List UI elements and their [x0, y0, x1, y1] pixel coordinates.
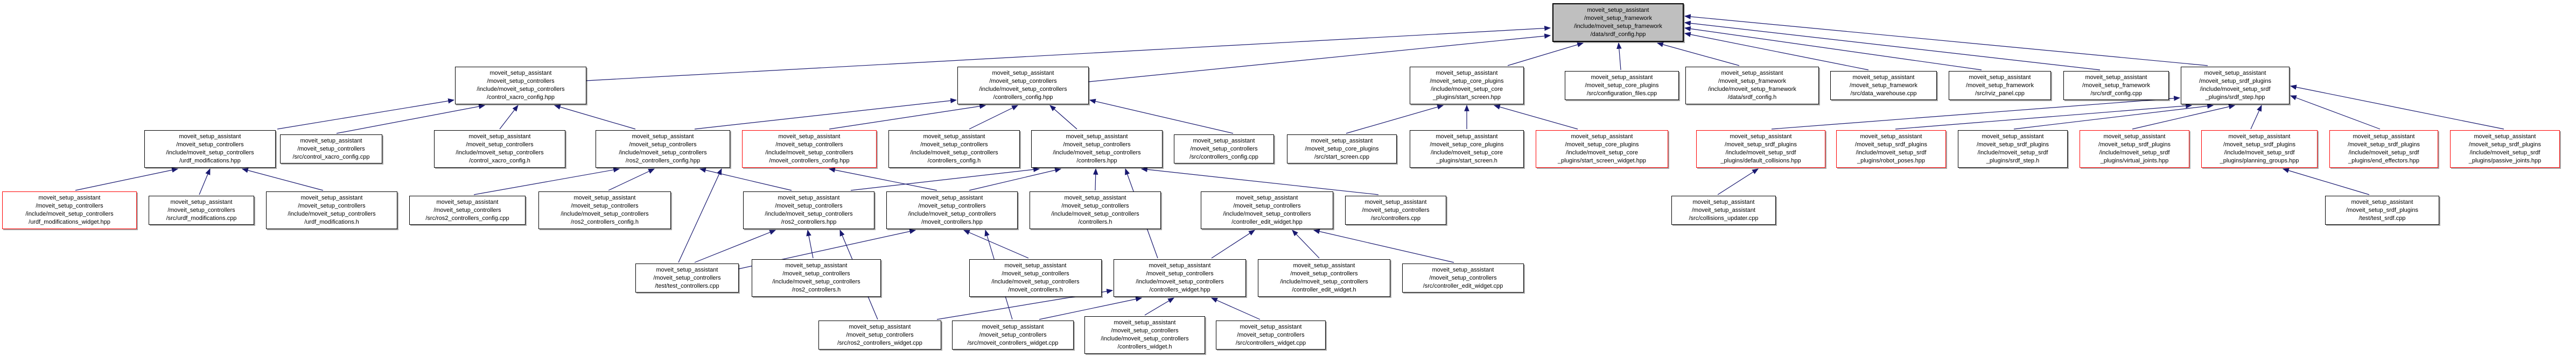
include-edge-dc_hpp-to-ssh_hpp — [1772, 98, 2180, 129]
graph-node-label-line: _plugins/start_screen.h — [1436, 158, 1497, 164]
graph-node-label-line: /moveit_setup_controllers — [782, 271, 850, 277]
graph-node-label-line: moveit_setup_assistant — [1730, 133, 1792, 140]
graph-node-label-line: /control_xacro_config.h — [469, 158, 530, 164]
graph-node-label-line: /include/moveit_setup_controllers — [765, 150, 853, 156]
graph-node-label-line: /moveit_setup_core_plugins — [1430, 78, 1504, 84]
graph-node-label-line: moveit_setup_assistant — [170, 198, 233, 205]
graph-node-label-line: /include/moveit_setup_framework — [1574, 23, 1662, 30]
graph-node-label-line: /include/moveit_setup_controllers — [1051, 211, 1139, 217]
graph-node-label-line: moveit_setup_assistant — [573, 195, 636, 201]
graph-node-label-line: /moveit_setup_core_plugins — [1430, 141, 1504, 148]
graph-node-label-line: /urdf_modifications.h — [304, 219, 359, 225]
graph-node-label-line: /src/controllers_config.cpp — [1189, 153, 1258, 160]
graph-node-label-line: /moveit_setup_srdf_plugins — [1855, 141, 1927, 148]
include-edge-ts_cpp-to-pg_hpp — [2283, 169, 2369, 195]
graph-node-label-line: /include/moveit_setup_srdf — [2224, 150, 2295, 156]
graph-node-label-line: /controllers_config.hpp — [993, 94, 1053, 101]
graph-node-label-line: /moveit_setup_srdf_plugins — [2199, 78, 2271, 84]
graph-node-label-line: /moveit_setup_framework — [2082, 82, 2150, 89]
graph-node-mcw_cpp[interactable] — [952, 321, 1074, 350]
graph-node-cxc_h[interactable] — [434, 130, 565, 168]
include-edge-mcc_hpp-to-cc_hpp — [829, 105, 985, 129]
include-edge-r2cc_h-to-r2cc_hpp — [608, 169, 654, 190]
graph-node-label-line: /moveit_setup_controllers — [1111, 328, 1179, 334]
graph-node-label-line: /include/moveit_setup_srdf — [1725, 150, 1796, 156]
graph-node-label-line: /include/moveit_setup_controllers — [991, 279, 1080, 285]
include-edge-mc_hpp-to-c_hpp — [969, 169, 1061, 190]
graph-node-label-line: _plugins/end_effectors.hpp — [2348, 158, 2419, 164]
graph-node-label-line: /moveit_setup_srdf_plugins — [2223, 141, 2295, 148]
graph-node-label-line: moveit_setup_assistant — [778, 195, 840, 201]
graph-node-label-line: moveit_setup_assistant — [849, 323, 911, 330]
graph-node-label-line: /urdf_modifications.hpp — [179, 158, 241, 164]
graph-node-label-line: /include/moveit_setup_core — [1566, 150, 1638, 156]
graph-node-label-line: moveit_setup_assistant — [778, 133, 841, 140]
graph-node-r2cw_cpp[interactable] — [818, 321, 941, 350]
graph-node-label-line: moveit_setup_assistant — [1591, 74, 1653, 81]
graph-node-dw_cpp[interactable] — [1830, 71, 1937, 100]
graph-node-label-line: moveit_setup_assistant — [632, 133, 694, 140]
graph-node-label-line: /moveit_setup_srdf_plugins — [2098, 141, 2171, 148]
graph-node-label-line: /include/moveit_setup_controllers — [288, 211, 376, 217]
graph-node-label-line: _plugins/planning_groups.hpp — [2220, 158, 2299, 164]
graph-node-cw_cpp[interactable] — [1216, 321, 1326, 350]
graph-node-um_cpp[interactable] — [149, 196, 254, 225]
graph-node-label-line: /moveit_setup_controllers — [1429, 274, 1497, 281]
graph-node-label-line: /ros2_controllers_config.hpp — [625, 158, 701, 164]
graph-node-label-line: moveit_setup_assistant — [1066, 133, 1128, 140]
graph-node-label-line: /controllers_config.h — [927, 158, 981, 164]
graph-node-label-line: /moveit_setup_srdf_plugins — [2346, 207, 2418, 213]
graph-node-label-line: /moveit_setup_core_plugins — [1305, 145, 1379, 152]
graph-node-label-line: _plugins/srdf_step.hpp — [2205, 94, 2265, 101]
graph-node-cx_hpp[interactable] — [455, 67, 586, 104]
graph-node-label-line: moveit_setup_assistant — [785, 262, 848, 269]
graph-node-label-line: /include/moveit_setup_controllers — [166, 150, 254, 156]
graph-node-label-line: /moveit_setup_controllers — [1237, 331, 1305, 338]
graph-node-label-line: /ros2_controllers_config.h — [571, 219, 639, 225]
include-edge-dw_cpp-to-root — [1685, 33, 1868, 70]
include-edge-cw_cpp-to-cw_hpp — [1212, 298, 1260, 319]
graph-node-label-line: moveit_setup_assistant — [1004, 262, 1067, 269]
graph-node-label-line: moveit_setup_assistant — [1114, 319, 1176, 326]
graph-node-label-line: moveit_setup_assistant — [2103, 133, 2166, 140]
graph-node-label-line: /controllers.hpp — [1076, 158, 1117, 164]
graph-node-label-line: /moveit_setup_controllers — [920, 141, 988, 148]
include-edge-r2cc_hpp-to-cx_hpp — [555, 105, 635, 129]
graph-node-cxc_cpp[interactable] — [280, 134, 382, 163]
graph-node-label-line: moveit_setup_assistant — [1860, 133, 1922, 140]
graph-node-label-line: /moveit_setup_controllers — [979, 331, 1047, 338]
graph-node-label-line: /moveit_setup_framework — [1718, 78, 1786, 84]
graph-node-label-line: /src/moveit_controllers_widget.cpp — [967, 339, 1059, 346]
graph-node-label-line: /moveit_setup_controllers — [1063, 141, 1131, 148]
graph-node-r2c_hpp[interactable] — [743, 191, 874, 229]
graph-node-label-line: moveit_setup_assistant — [1721, 70, 1783, 76]
graph-node-label-line: /include/moveit_setup_controllers — [25, 211, 114, 217]
graph-node-ctl_cpp[interactable] — [1345, 196, 1446, 225]
include-edge-um_cpp-to-um_hpp — [199, 169, 210, 195]
graph-node-label-line: /moveit_setup_srdf_plugins — [1725, 141, 1797, 148]
include-edge-pg_hpp-to-ssh_hpp — [2251, 105, 2262, 129]
graph-node-label-line: moveit_setup_assistant — [300, 195, 363, 201]
include-edge-cw_hpp-to-cew_hpp — [1212, 230, 1255, 258]
graph-node-label-line: /src/controllers.cpp — [1370, 215, 1421, 222]
graph-node-r2cc_h[interactable] — [538, 191, 671, 229]
graph-node-ccfg_cpp[interactable] — [1174, 134, 1274, 163]
graph-node-label-line: moveit_setup_assistant — [1236, 195, 1298, 201]
graph-node-label-line: moveit_setup_assistant — [982, 323, 1044, 330]
include-edge-r2cc_cpp-to-r2cc_hpp — [474, 169, 619, 195]
include-edge-ssc_cpp-to-ss_hpp — [1346, 105, 1443, 133]
include-edge-um_hpp-to-cx_hpp — [277, 100, 454, 129]
include-edge-r2c_hpp-to-r2cc_hpp — [700, 169, 792, 190]
graph-node-label-line: /src/control_xacro_config.cpp — [292, 153, 370, 160]
include-edge-cew_h-to-cew_hpp — [1292, 230, 1319, 258]
include-edge-cxc_h-to-cx_hpp — [500, 105, 518, 129]
include-edge-ee_hpp-to-ssh_hpp — [2291, 96, 2380, 129]
graph-node-label-line: /src/collisions_updater.cpp — [1689, 215, 1759, 222]
graph-node-label-line: _plugins/default_collisions.hpp — [1720, 158, 1801, 164]
graph-node-label-line: /include/moveit_setup_controllers — [765, 211, 853, 217]
graph-node-label-line: /moveit_setup_controllers — [487, 78, 555, 84]
graph-node-cc_h[interactable] — [888, 130, 1020, 168]
graph-node-label-line: moveit_setup_assistant — [1064, 195, 1126, 201]
graph-node-label-line: _plugins/start_screen.hpp — [1433, 94, 1501, 101]
graph-node-label-line: moveit_setup_assistant — [2204, 70, 2266, 76]
include-edge-umw_hpp-to-um_hpp — [75, 169, 178, 190]
include-edge-ssw_hpp-to-ss_hpp — [1494, 105, 1578, 129]
graph-node-label-line: /include/moveit_setup_controllers — [456, 150, 544, 156]
include-edge-cxc_cpp-to-cx_hpp — [337, 105, 485, 133]
graph-node-label-line: moveit_setup_assistant — [38, 195, 101, 201]
graph-node-label-line: /src/data_warehouse.cpp — [1850, 90, 1917, 97]
graph-node-label-line: /include/moveit_setup_srdf — [2099, 150, 2170, 156]
include-edge-scc_cpp-to-root — [1685, 23, 2100, 70]
include-edge-tc_cpp-to-r2cc_hpp — [678, 169, 722, 262]
graph-node-label-line: moveit_setup_assistant — [1311, 137, 1373, 144]
graph-node-r2cc_hpp[interactable] — [596, 130, 730, 168]
graph-node-label-line: _plugins/robot_poses.hpp — [1857, 158, 1925, 164]
graph-node-label-line: /include/moveit_setup_srdf — [2200, 86, 2271, 92]
graph-node-ss_hpp[interactable] — [1410, 67, 1524, 104]
graph-node-tc_cpp[interactable] — [635, 264, 739, 293]
include-edge-cc_h-to-cc_hpp — [969, 105, 1018, 129]
graph-node-label-line: /src/rviz_panel.cpp — [1975, 90, 2025, 97]
graph-node-label-line: /moveit_setup_controllers — [1061, 203, 1129, 209]
include-edge-mc_hpp-to-mcc_hpp — [829, 169, 937, 190]
graph-node-label-line: /moveit_setup_controllers — [433, 207, 501, 213]
graph-node-ts_cpp[interactable] — [2325, 196, 2439, 225]
graph-node-label-line: moveit_setup_assistant — [468, 133, 531, 140]
graph-node-label-line: /src/controller_edit_widget.cpp — [1423, 282, 1503, 289]
graph-node-sc_h[interactable] — [1685, 67, 1819, 104]
graph-node-label-line: moveit_setup_assistant — [2351, 198, 2413, 205]
include-edge-ss_hpp-to-root — [1508, 43, 1583, 66]
graph-node-label-line: _plugins/virtual_joints.hpp — [2100, 158, 2169, 164]
graph-node-label-line: /include/moveit_setup_controllers — [619, 150, 707, 156]
include-edge-cw_h-to-cw_hpp — [1145, 298, 1174, 315]
graph-node-label-line: /moveit_setup_core_plugins — [1585, 82, 1659, 89]
graph-node-label-line: /ros2_controllers.hpp — [781, 219, 837, 225]
graph-node-label-line: /moveit_setup_controllers — [1190, 145, 1258, 152]
graph-node-label-line: /moveit_setup_controllers — [1362, 207, 1430, 213]
graph-node-label-line: moveit_setup_assistant — [2353, 133, 2415, 140]
graph-node-label-line: moveit_setup_assistant — [1240, 323, 1302, 330]
graph-node-label-line: moveit_setup_assistant — [921, 195, 983, 201]
graph-node-label-line: /src/start_screen.cpp — [1314, 153, 1370, 160]
graph-node-dc_hpp[interactable] — [1696, 130, 1825, 168]
graph-node-label-line: /moveit_setup_controllers — [297, 145, 365, 152]
graph-node-label-line: /include/moveit_setup_srdf — [1977, 150, 2048, 156]
graph-node-label-line: moveit_setup_assistant — [1364, 198, 1427, 205]
graph-node-label-line: /moveit_setup_assistant — [1691, 207, 1755, 213]
graph-node-label-line: /data/srdf_config.h — [1727, 94, 1777, 101]
graph-node-label-line: moveit_setup_assistant — [1692, 198, 1755, 205]
graph-node-label-line: moveit_setup_assistant — [1149, 262, 1211, 269]
graph-node-label-line: /include/moveit_setup_controllers — [1280, 279, 1368, 285]
graph-node-ee_hpp[interactable] — [2329, 130, 2438, 168]
graph-node-label-line: moveit_setup_assistant — [1982, 133, 2044, 140]
graph-node-label-line: /control_xacro_config.hpp — [487, 94, 555, 101]
graph-node-vj_hpp[interactable] — [2080, 130, 2189, 168]
graph-node-um_h[interactable] — [266, 191, 397, 229]
graph-node-ssh_h[interactable] — [1958, 130, 2068, 168]
graph-node-label-line: /moveit_setup_framework — [1584, 15, 1652, 22]
graph-node-label-line: /moveit_setup_srdf_plugins — [2469, 141, 2541, 148]
graph-node-label-line: moveit_setup_assistant — [2228, 133, 2291, 140]
graph-node-cw_hpp[interactable] — [1114, 259, 1246, 297]
graph-node-cf_cpp[interactable] — [1565, 71, 1679, 100]
graph-node-scc_cpp[interactable] — [2063, 71, 2169, 100]
include-edge-r2c_hpp-to-c_hpp — [851, 169, 1039, 190]
graph-node-label-line: /src/configuration_files.cpp — [1586, 90, 1657, 97]
graph-node-label-line: /include/moveit_setup_core — [1431, 150, 1503, 156]
graph-node-label-line: /include/moveit_setup_controllers — [1101, 336, 1189, 342]
graph-node-label-line: moveit_setup_assistant — [2085, 74, 2147, 81]
graph-node-label-line: moveit_setup_assistant — [489, 70, 552, 76]
include-edge-sc_h-to-root — [1657, 43, 1739, 66]
graph-node-ssh_hpp[interactable] — [2181, 67, 2290, 104]
graph-node-label-line: /src/controllers_widget.cpp — [1235, 339, 1306, 346]
include-edge-tc_cpp-to-r2c_hpp — [695, 230, 775, 262]
graph-node-label-line: /include/moveit_setup_controllers — [561, 211, 649, 217]
graph-node-label-line: /moveit_setup_controllers — [1233, 203, 1301, 209]
graph-node-label-line: /moveit_setup_controllers — [1146, 271, 1214, 277]
graph-node-label-line: moveit_setup_assistant — [1293, 262, 1355, 269]
graph-node-r2c_h[interactable] — [752, 259, 881, 297]
include-edge-ssh_hpp-to-root — [1685, 16, 2208, 66]
graph-node-pg_hpp[interactable] — [2201, 130, 2318, 168]
graph-node-ssw_hpp[interactable] — [1536, 130, 1668, 168]
graph-node-label-line: moveit_setup_assistant — [1432, 266, 1494, 273]
include-edge-mc_h-to-mc_hpp — [964, 230, 1028, 258]
graph-node-label-line: /moveit_setup_controllers — [1290, 271, 1358, 277]
graph-node-label-line: moveit_setup_assistant — [1852, 74, 1915, 81]
graph-node-c_hpp[interactable] — [1031, 130, 1163, 168]
graph-node-mc_h[interactable] — [969, 259, 1102, 297]
graph-node-label-line: /moveit_setup_controllers — [918, 203, 986, 209]
graph-node-label-line: /include/moveit_setup_controllers — [477, 86, 565, 92]
graph-node-label-line: /moveit_setup_controllers — [167, 207, 235, 213]
graph-node-label-line: /include/moveit_setup_controllers — [772, 279, 860, 285]
graph-node-rpo_hpp[interactable] — [1836, 130, 1946, 168]
graph-node-cu_cpp[interactable] — [1671, 196, 1776, 225]
graph-node-label-line: /controller_edit_widget.hpp — [1231, 219, 1303, 225]
include-edge-r2c_h-to-r2c_hpp — [808, 230, 813, 258]
graph-node-label-line: /moveit_setup_controllers — [653, 274, 721, 281]
graph-node-label-line: /moveit_setup_controllers — [36, 203, 103, 209]
graph-node-cew_cpp[interactable] — [1402, 264, 1524, 293]
graph-node-label-line: /controllers.h — [1078, 219, 1112, 225]
include-edge-rp_cpp-to-root — [1685, 28, 1982, 70]
graph-node-label-line: /moveit_setup_framework — [1966, 82, 2034, 89]
graph-node-mcc_hpp[interactable] — [742, 130, 877, 168]
graph-node-label-line: /include/moveit_setup_srdf — [1856, 150, 1927, 156]
graph-node-label-line: _plugins/srdf_step.h — [1986, 158, 2040, 164]
graph-node-label-line: /ros2_controllers.h — [792, 287, 841, 293]
graph-node-label-line: _plugins/start_screen_widget.hpp — [1558, 158, 1646, 164]
graph-node-label-line: /include/moveit_setup_srdf — [2469, 150, 2540, 156]
graph-node-pj_hpp[interactable] — [2450, 130, 2560, 168]
graph-node-label-line: moveit_setup_assistant — [2474, 133, 2536, 140]
graph-node-label-line: /include/moveit_setup_controllers — [1136, 279, 1224, 285]
graph-node-label-line: /moveit_setup_framework — [1850, 82, 1917, 89]
graph-node-label-line: /moveit_setup_controllers — [1002, 271, 1069, 277]
graph-node-label-line: moveit_setup_assistant — [179, 133, 241, 140]
graph-node-label-line: moveit_setup_assistant — [1193, 137, 1255, 144]
graph-node-c_h[interactable] — [1030, 191, 1161, 229]
include-edge-c_hpp-to-cc_hpp — [1050, 105, 1077, 129]
graph-node-label-line: /moveit_controllers_config.hpp — [769, 158, 850, 164]
graph-node-label-line: /urdf_modifications_widget.hpp — [29, 219, 110, 225]
graph-node-label-line: /moveit_setup_srdf_plugins — [1977, 141, 2049, 148]
graph-node-label-line: /src/ros2_controllers_widget.cpp — [837, 339, 922, 346]
include-edge-r2cc_hpp-to-cc_hpp — [695, 100, 956, 129]
graph-node-label-line: /moveit_controllers.h — [1008, 287, 1063, 293]
graph-node-label-line: /include/moveit_setup_framework — [1708, 86, 1796, 92]
include-edge-c_h-to-c_hpp — [1095, 169, 1096, 190]
graph-node-umw_hpp[interactable] — [2, 191, 137, 229]
graph-node-label-line: moveit_setup_assistant — [1969, 74, 2031, 81]
graph-node-label-line: /include/moveit_setup_controllers — [1053, 150, 1141, 156]
include-edge-cew_cpp-to-cew_hpp — [1314, 230, 1454, 262]
graph-node-label-line: /controllers_widget.hpp — [1149, 287, 1210, 293]
graph-node-label-line: moveit_setup_assistant — [436, 198, 499, 205]
graph-node-label-line: /moveit_setup_controllers — [298, 203, 366, 209]
graph-node-cw_h[interactable] — [1084, 316, 1205, 354]
graph-node-label-line: /controller_edit_widget.h — [1292, 287, 1356, 293]
graph-node-label-line: /moveit_setup_controllers — [571, 203, 639, 209]
graph-node-label-line: moveit_setup_assistant — [1587, 7, 1649, 13]
graph-node-r2cc_cpp[interactable] — [409, 196, 526, 225]
graph-node-label-line: /moveit_setup_controllers — [775, 141, 843, 148]
graph-node-label-line: /controllers_widget.h — [1117, 344, 1172, 350]
graph-node-label-line: /include/moveit_setup_controllers — [1223, 211, 1311, 217]
graph-node-label-line: /moveit_setup_controllers — [629, 141, 697, 148]
graph-node-label-line: /include/moveit_setup_controllers — [908, 211, 996, 217]
graph-node-label-line: /moveit_setup_srdf_plugins — [2348, 141, 2420, 148]
graph-node-root[interactable] — [1552, 3, 1684, 42]
include-edge-ctl_cpp-to-c_hpp — [1142, 169, 1378, 195]
graph-node-ssc_cpp[interactable] — [1287, 134, 1397, 163]
include-edge-ccfg_cpp-to-cc_hpp — [1090, 100, 1233, 133]
graph-node-label-line: moveit_setup_assistant — [1571, 133, 1633, 140]
graph-node-label-line: /include/moveit_setup_srdf — [2348, 150, 2419, 156]
graph-node-label-line: /data/srdf_config.hpp — [1590, 31, 1646, 38]
graph-node-label-line: /moveit_setup_controllers — [846, 331, 914, 338]
graph-node-cew_h[interactable] — [1258, 259, 1390, 297]
graph-node-label-line: moveit_setup_assistant — [656, 266, 718, 273]
graph-node-label-line: _plugins/passive_joints.hpp — [2468, 158, 2542, 164]
graph-node-label-line: moveit_setup_assistant — [923, 133, 985, 140]
graph-node-label-line: /test/test_srdf.cpp — [2358, 215, 2406, 222]
graph-node-um_hpp[interactable] — [144, 130, 276, 168]
graph-node-label-line: /moveit_setup_controllers — [775, 203, 843, 209]
graph-node-label-line: moveit_setup_assistant — [1436, 133, 1498, 140]
graph-node-rp_cpp[interactable] — [1949, 71, 2051, 100]
graph-node-label-line: moveit_setup_assistant — [992, 70, 1054, 76]
graph-node-label-line: moveit_setup_assistant — [300, 137, 362, 144]
graph-node-label-line: /moveit_setup_core_plugins — [1565, 141, 1639, 148]
graph-node-label-line: moveit_setup_assistant — [1436, 70, 1498, 76]
graph-node-label-line: /test/test_controllers.cpp — [655, 282, 719, 289]
graph-node-label-line: /src/srdf_config.cpp — [2090, 90, 2142, 97]
graph-node-cew_hpp[interactable] — [1201, 191, 1333, 229]
graph-node-label-line: /moveit_controllers.hpp — [921, 219, 983, 225]
include-edge-cf_cpp-to-root — [1619, 43, 1621, 70]
include-edge-cu_cpp-to-dc_hpp — [1718, 169, 1758, 195]
graph-node-cc_hpp[interactable] — [957, 67, 1089, 104]
graph-node-label-line: /include/moveit_setup_controllers — [910, 150, 998, 156]
graph-node-label-line: /moveit_setup_controllers — [989, 78, 1057, 84]
graph-node-mc_hpp[interactable] — [886, 191, 1018, 229]
graph-node-label-line: /moveit_setup_controllers — [176, 141, 244, 148]
graph-node-label-line: /src/urdf_modifications.cpp — [166, 215, 237, 222]
include-edge-um_h-to-um_hpp — [242, 169, 323, 190]
graph-node-label-line: /include/moveit_setup_controllers — [979, 86, 1067, 92]
graph-node-label-line: /src/ros2_controllers_config.cpp — [425, 215, 509, 222]
graph-node-ss_h[interactable] — [1410, 130, 1524, 168]
graph-node-label-line: /moveit_setup_controllers — [466, 141, 534, 148]
graph-node-label-line: /include/moveit_setup_core — [1431, 86, 1503, 92]
